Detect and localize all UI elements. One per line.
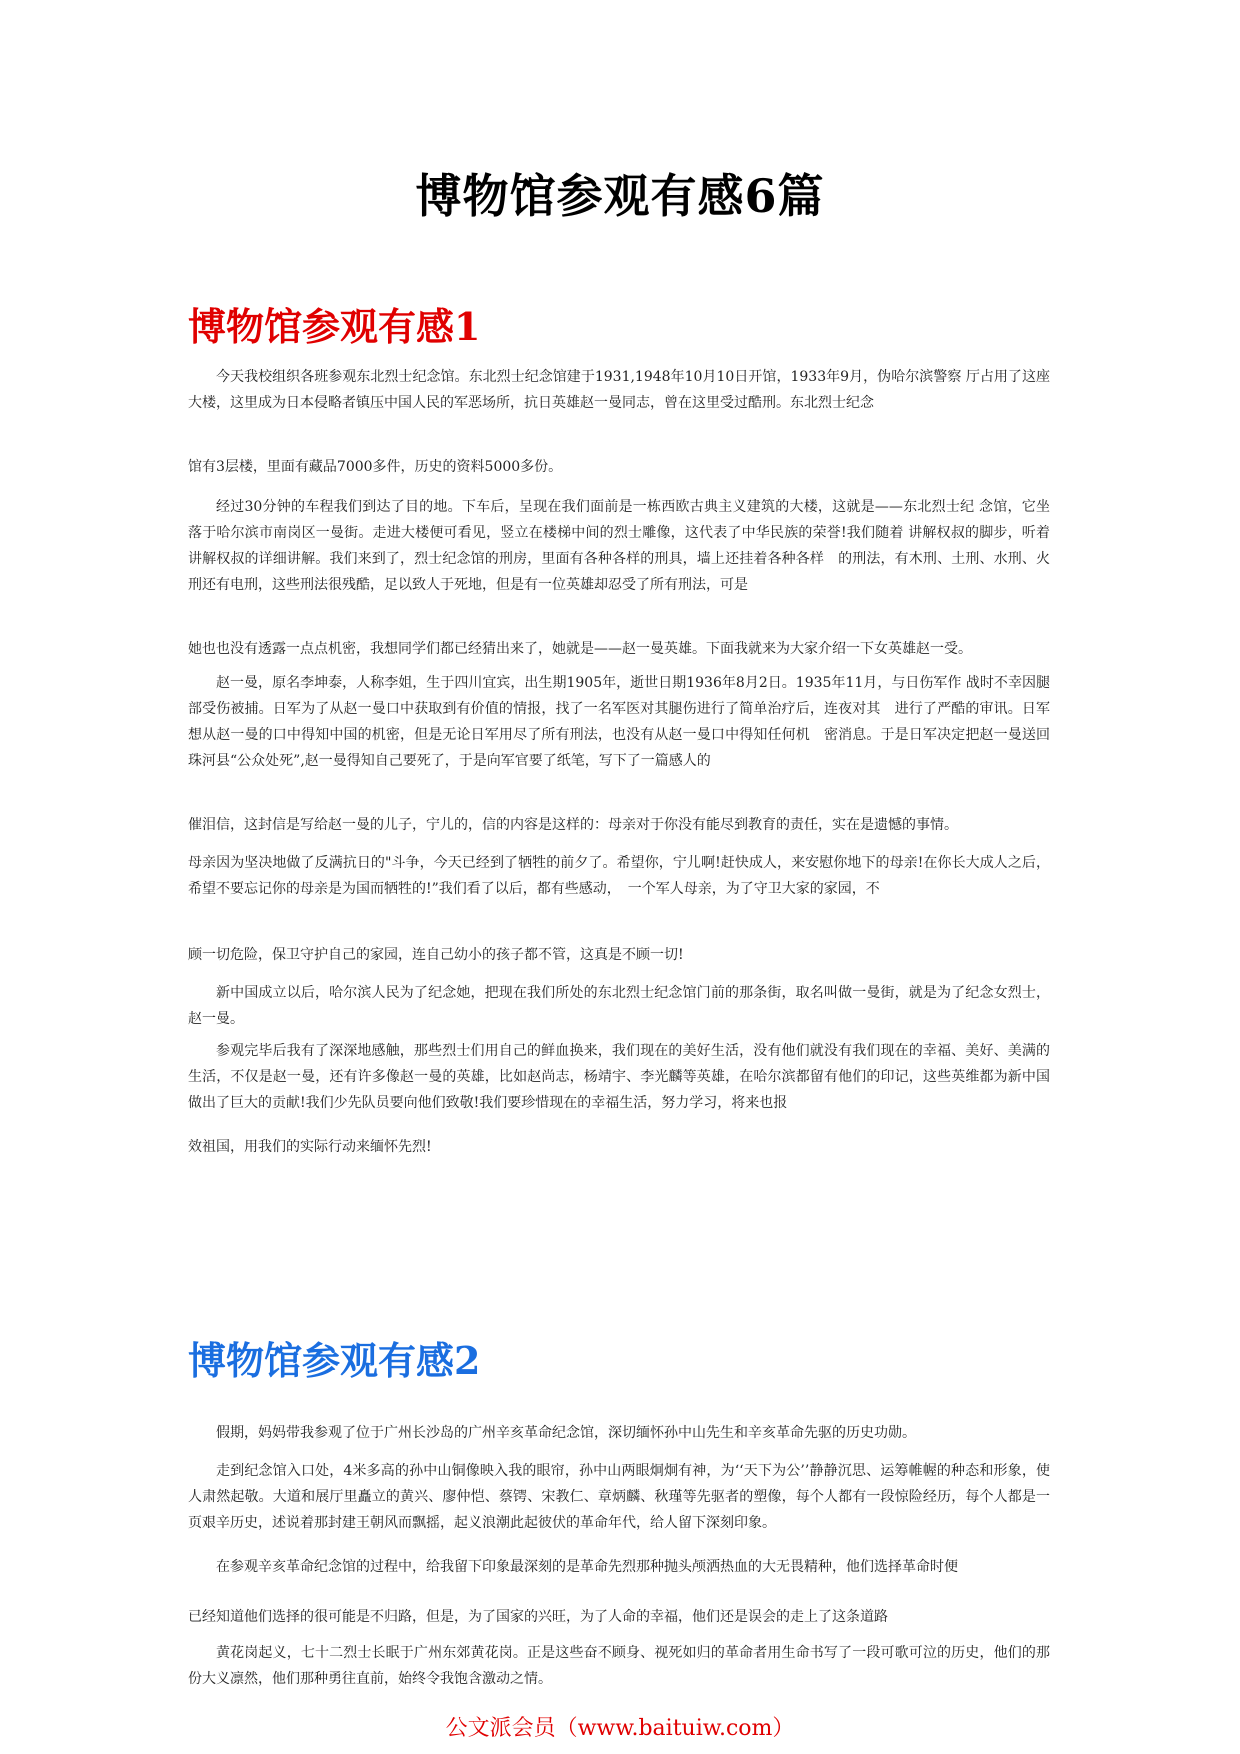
footer-watermark: 公文派会员（www.baituiw.com）: [445, 1716, 795, 1741]
paragraph: 假期，妈妈带我参观了位于广州长沙岛的广州辛亥革命纪念馆，深切缅怀孙中山先生和辛亥革命先驱的历史功勋。: [216, 1425, 916, 1441]
section-heading-1: 博物馆参观有感1: [188, 304, 481, 349]
paragraph: 新中国成立以后，哈尔滨人民为了纪念她，把现在我们所处的东北烈士纪念馆门前的那条街，取名叫做一曼街，就是为了纪念女烈士，赵一曼。: [188, 985, 1050, 1027]
paragraph: 馆有3层楼，里面有藏品7000多件，历史的资料5000多份。: [188, 459, 563, 475]
paragraph: 在参观辛亥革命纪念馆的过程中，给我留下印象最深刻的是革命先烈那种抛头颅洒热血的大无畏精种，他们选择革命时便: [216, 1559, 958, 1575]
section-heading-2: 博物馆参观有感2: [188, 1338, 481, 1383]
paragraph: 参观完毕后我有了深深地感触，那些烈士们用自己的鲜血换来，我们现在的美好生活，没有他们就没有我们现在的幸福、美好、美满的生活，不仅是赵一曼，还有许多像赵一曼的英雄，比如赵尚志，杨靖宇、李光麟等英雄，在哈尔滨都留有他们的印记，这些英维都为新中国做出了巨大的贡献!我们少先队员要向他们致敬!我们要珍惜现在的幸福生活，努力学习，将来也报: [188, 1043, 1050, 1111]
document-title: 博物馆参观有感6篇: [415, 169, 825, 223]
paragraph: 效祖国，用我们的实际行动来缅怀先烈!: [188, 1139, 432, 1155]
paragraph: 经过30分钟的车程我们到达了目的地。下车后，呈现在我们面前是一栋西欧古典主义建筑的大楼，这就是——东北烈士纪 念馆，它坐落于哈尔滨市南岗区一曼街。走进大楼便可看见，竖立在楼梯中间的烈士雕像，这代表了中华民族的荣誉!我们随着 讲解权叔的脚步，听着讲解权叔的详细讲解。我们来到了，烈士纪念馆的刑房，里面有各种各样的刑具，墙上还挂着各种各样 的刑法，有木刑、土刑、水刑、火刑还有电刑，这些刑法很残酷，足以致人于死地，但是有一位英雄却忍受了所有刑法，可是: [188, 499, 1050, 593]
paragraph: 催泪信，这封信是写给赵一曼的儿子，宁儿的，信的内容是这样的：母亲对于你没有能尽到教育的责任，实在是遗憾的事情。: [188, 817, 958, 833]
paragraph: 今天我校组织各班参观东北烈士纪念馆。东北烈士纪念馆建于1931,1948年10月10日开馆，1933年9月，伪哈尔滨警察 厅占用了这座大楼，这里成为日本侵略者镇压中国人民的军恶场所，抗日英雄赵一曼同志，曾在这里受过酷刑。东北烈士纪念: [188, 369, 1050, 411]
paragraph: 赵一曼，原名李坤泰，人称李姐，生于四川宜宾，出生期1905年，逝世日期1936年8月2日。1935年11月，与日伤军作 战时不幸因腿部受伤被捕。日军为了从赵一曼口中获取到有价值的情报，找了一名军医对其腿伤进行了简单治疗后，连夜对其 进行了严酷的审讯。日军想从赵一曼的口中得知中国的机密，但是无论日军用尽了所有刑法，也没有从赵一曼口中得知任何机 密消息。于是日军决定把赵一曼送回珠河县“公众处死”,赵一曼得知自己要死了，于是向军官要了纸笔，写下了一篇感人的: [188, 675, 1050, 769]
paragraph: 走到纪念馆入口处，4米多高的孙中山铜像映入我的眼帘，孙中山两眼炯炯有神，为‘‘天下为公’’静静沉思、运筹帷幄的种态和形象，使人肃然起敬。大道和展厅里矗立的黄兴、廖仲恺、蔡锷、宋教仁、章炳麟、秋瑾等先驱者的塑像，每个人都有一段惊险经历，每个人都是一页艰辛历史，述说着那封建王朝风而飘摇，起义浪潮此起彼伏的革命年代，给人留下深刻印象。: [188, 1463, 1050, 1531]
paragraph: 黄花岗起义，七十二烈士长眠于广州东郊黄花岗。正是这些奋不顾身、视死如归的革命者用生命书写了一段可歌可泣的历史，他们的那份大义凛然，他们那种勇往直前，始终令我饱含激动之情。: [188, 1645, 1050, 1687]
paragraph: 她也也没有透露一点点机密，我想同学们都已经猜出来了，她就是——赵一曼英雄。下面我就来为大家介绍一下女英雄赵一受。: [188, 641, 972, 657]
paragraph: 已经知道他们选择的很可能是不归路，但是，为了国家的兴旺，为了人命的幸福，他们还是误会的走上了这条道路: [188, 1609, 888, 1625]
paragraph: 顾一切危险，保卫守护自己的家园，连自己幼小的孩子都不管，这真是不顾一切!: [188, 947, 684, 963]
paragraph: 母亲因为坚决地做了反满抗日的"斗争，今天已经到了牺牲的前夕了。希望你，宁儿啊!赶快成人，来安慰你地下的母亲!在你长大成人之后，希望不要忘记你的母亲是为国而牺牲的!”我们看了以后，都有些感动， 一个军人母亲，为了守卫大家的家园，不: [188, 855, 1050, 897]
